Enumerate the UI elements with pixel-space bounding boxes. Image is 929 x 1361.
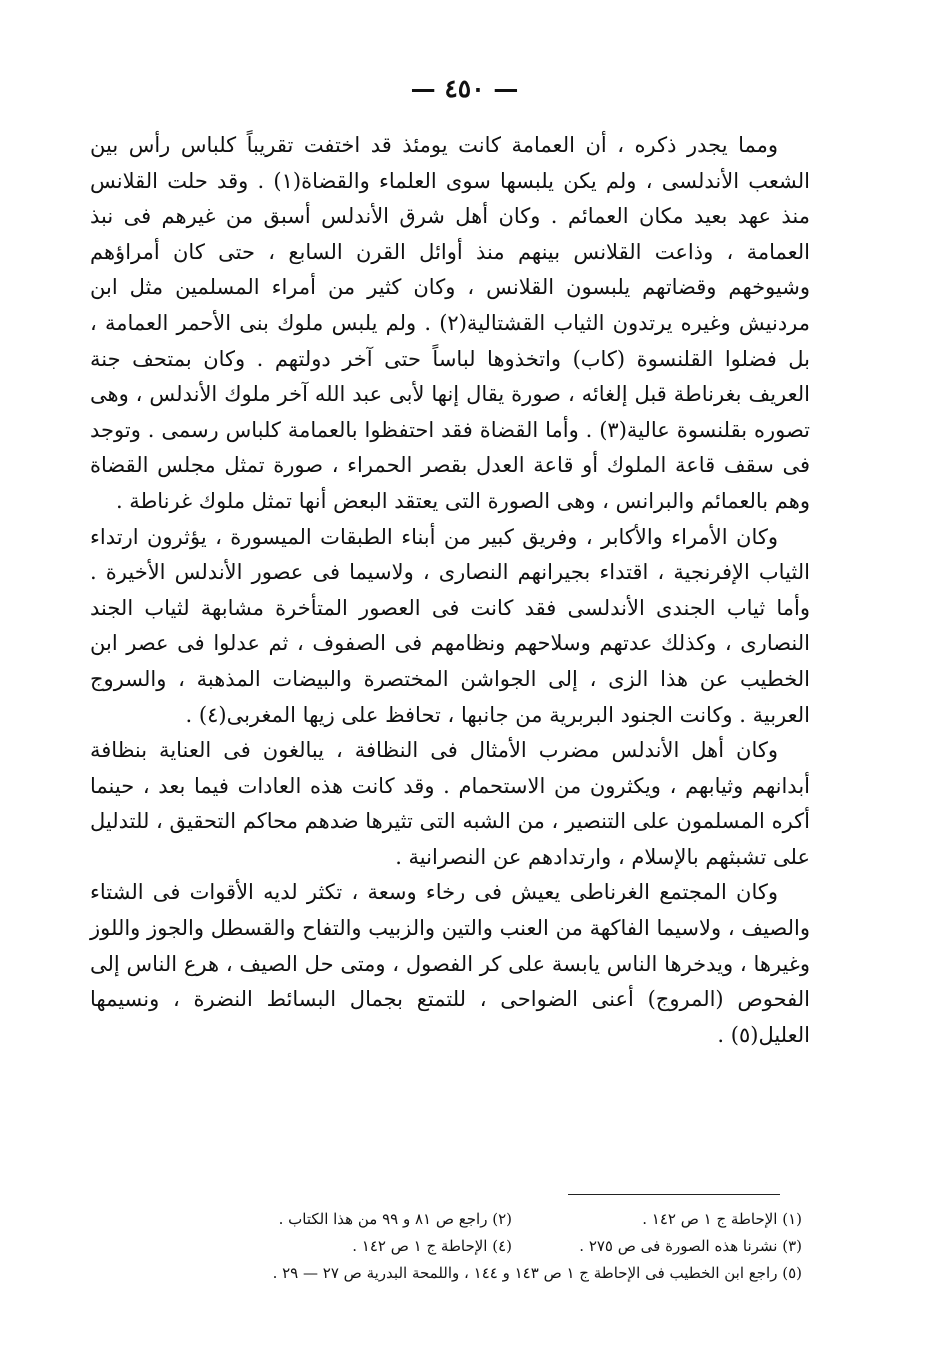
paragraph-clothing: وكان الأمراء والأكابر ، وفريق كبير من أبناء الطبقات الميسورة ، يؤثرون ارتداء الثياب الإفرنجية ، اقتداء بجيرانهم النصارى ، ولاسيما فى عصور الأندلس الأخيرة . وأما ثياب الجندى الأندلسى فقد كانت فى العصور المتأخرة مشابهة لثياب الجند النصارى ، وكذلك عدتهم وسلاحهم ونظامهم فى الصفوف ، ثم عدلوا فى عصر ابن الخطيب عن هذا الزى ، إلى الجواشن المختصرة والبيضات المذهبة ، والسروج العربية . وكانت الجنود البربرية من جانبها ، تحافظ على زيها المغربى(٤) . xyxy=(90,524,810,727)
footnote-5: (٥) راجع ابن الخطيب فى الإحاطة ج ١ ص ١٤٣ و ١٤٤ ، واللمحة البدرية ص ٢٧ — ٢٩ . xyxy=(272,1264,802,1282)
footnotes xyxy=(90,1206,802,1287)
paragraph-cleanliness: وكان أهل الأندلس مضرب الأمثال فى النظافة ، يبالغون فى العناية بنظافة أبدانهم وثيابهم ، ويكثرون من الاستحمام . وقد كانت هذه العادات فيما بعد ، حينما أكره المسلمون على التنصير ، من الشبه التى تثيرها ضدهم محاكم التحقيق ، للتدليل على تشبثهم بالإسلام ، وارتدادهم عن النصرانية . xyxy=(90,738,810,869)
footnote-divider xyxy=(568,1194,780,1195)
footnote-3: (٣) نشرنا هذه الصورة فى ص ٢٧٥ . xyxy=(579,1237,802,1255)
footnote-2: (٢) راجع ص ٨١ و ٩٩ من هذا الكتاب . xyxy=(278,1210,512,1228)
footnote-4: (٤) الإحاطة ج ١ ص ١٤٢ . xyxy=(352,1237,512,1255)
paragraph-headwear: ومما يجدر ذكره ، أن العمامة كانت يومئذ قد اختفت تقريباً كلباس رأس بين الشعب الأندلسى ، ولم يكن يلبسها سوى العلماء والقضاة(١) . وقد حلت القلانس منذ عهد بعيد مكان العمائم . وكان أهل شرق الأندلس أسبق من غيرهم فى نبذ العمامة ، وذاعت القلانس بينهم منذ أوائل القرن السابع ، حتى كان أمراؤهم وشيوخهم وقضاتهم يلبسون القلانس ، وكان كثير من أمراء المسلمين مثل ابن مردنيش وغيره يرتدون الثياب القشتالية(٢) . ولم يلبس ملوك بنى الأحمر العمامة ، بل فضلوا القلنسوة (كاب) واتخذوها لباساً حتى آخر دولتهم . وكان بمتحف جنة العريف بغرناطة قبل إلغائه ، صورة يقال إنها لأبى عبد الله آخر ملوك الأندلس ، وهى تصوره بقلنسوة عالية(٣) . وأما القضاة فقد احتفظوا بالعمامة كلباس رسمى . وتوجد فى سقف قاعة الملوك أو قاعة العدل بقصر الحمراء ، صورة تمثل مجلس القضاة وهم بالعمائم والبرانس ، وهى الصورة التى يعتقد البعض أنها تمثل ملوك غرناطة . xyxy=(90,133,811,513)
paragraph-society: وكان المجتمع الغرناطى يعيش فى رخاء وسعة ، تكثر لديه الأقوات فى الشتاء والصيف ، ولاسيما الفاكهة من العنب والتين والزبيب والتفاح والقسطل والجوز واللوز وغيرها ، ويدخرها الناس يابسة على كر الفصول ، ومتى حل الصيف ، هرع الناس إلى الفحوص (المروج) أعنى الضواحى ، للتمتع بجمال البسائط النضرة ، ونسيمها العليل(٥) . xyxy=(90,880,810,1047)
footnote-row xyxy=(90,1206,802,1233)
footnote-row xyxy=(90,1233,802,1260)
body-text xyxy=(90,128,810,1053)
footnote-1: (١) الإحاطة ج ١ ص ١٤٢ . xyxy=(642,1210,802,1228)
footnote-row xyxy=(90,1260,802,1287)
page-number: — ٤٥٠ — xyxy=(410,74,519,103)
